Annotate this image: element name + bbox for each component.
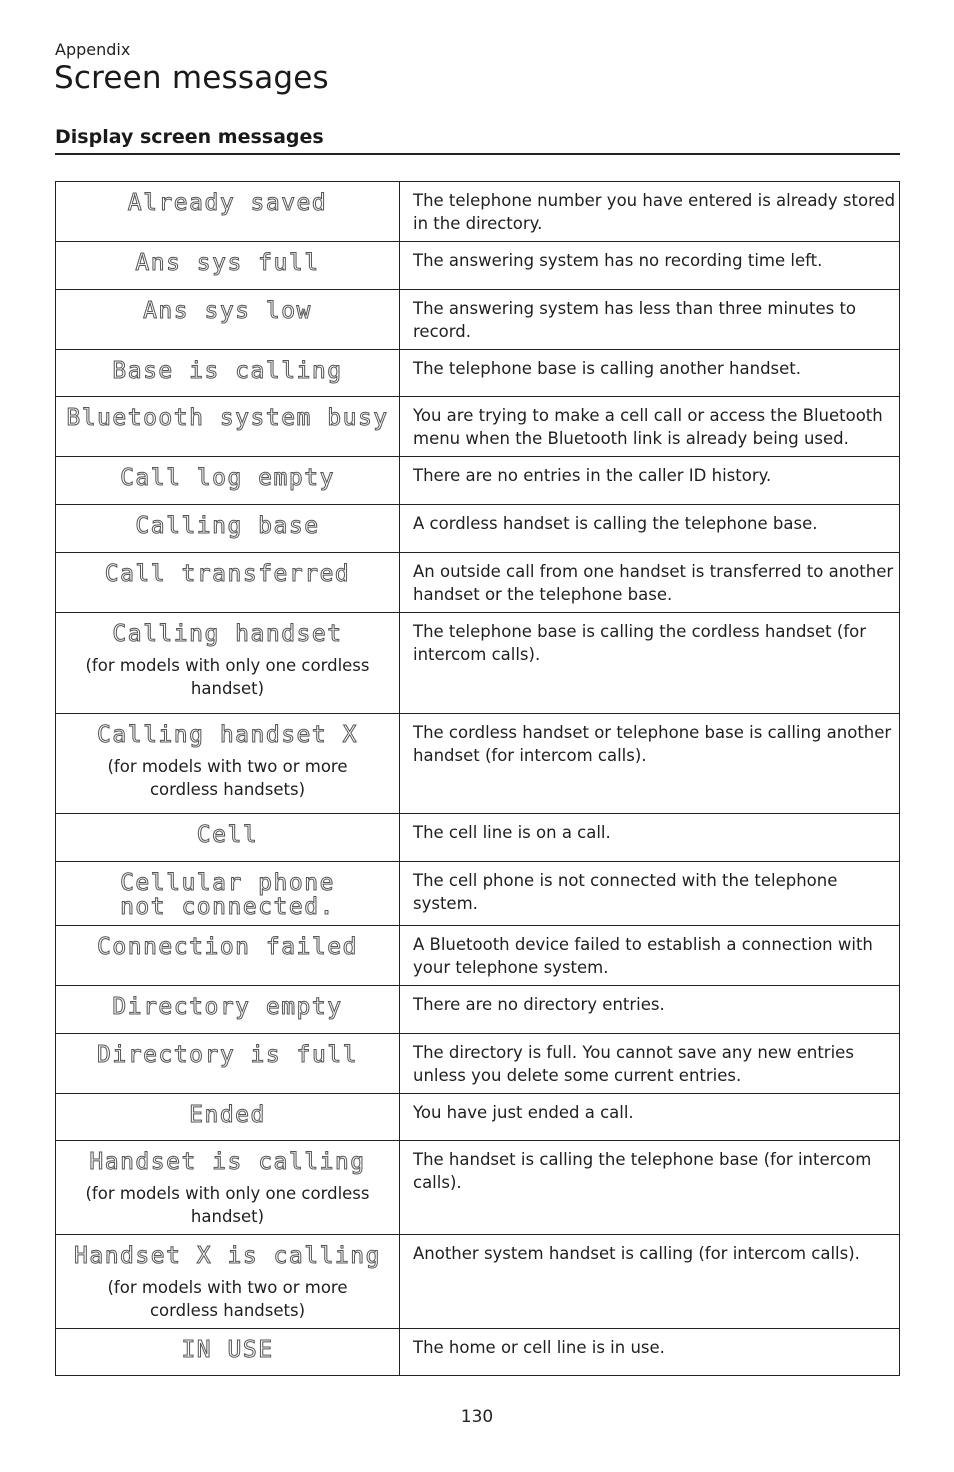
table-row <box>56 457 900 505</box>
message-cell <box>56 182 400 242</box>
table-row <box>56 242 900 290</box>
model-note: (for models with two or more cordless handsets) <box>107 757 348 799</box>
message-cell <box>56 1141 400 1235</box>
lcd-message-text: Ans sys low <box>143 298 312 324</box>
lcd-message-text: Directory empty <box>112 994 343 1020</box>
description-cell: The answering system has no recording time left. <box>400 242 900 290</box>
table-row <box>56 350 900 397</box>
section-label: Appendix <box>55 40 131 59</box>
screen-messages-table-body <box>56 182 900 1376</box>
description-cell: There are no entries in the caller ID history. <box>400 457 900 505</box>
lcd-message-text: Base is calling <box>112 358 343 384</box>
message-cell <box>56 505 400 553</box>
description-cell: You have just ended a call. <box>400 1094 900 1141</box>
message-cell <box>56 242 400 290</box>
message-cell <box>56 1094 400 1141</box>
lcd-message-text: Call log empty <box>120 465 335 491</box>
message-cell <box>56 1034 400 1094</box>
description-cell: An outside call from one handset is transferred to another handset or the telephone base. <box>400 553 900 613</box>
description-cell: The telephone base is calling the cordless handset (for intercom calls). <box>400 613 900 714</box>
lcd-message-text: Ended <box>189 1102 266 1128</box>
message-cell <box>56 1235 400 1329</box>
message-cell <box>56 613 400 714</box>
table-row <box>56 397 900 457</box>
table-row <box>56 1034 900 1094</box>
lcd-message-text: Call transferred <box>104 561 351 587</box>
subheading: Display screen messages <box>55 126 324 148</box>
description-cell: A Bluetooth device failed to establish a connection with your telephone system. <box>400 926 900 986</box>
lcd-message-text: Calling base <box>135 513 320 539</box>
table-row <box>56 505 900 553</box>
description-cell: The cell phone is not connected with the telephone system. <box>400 862 900 926</box>
lcd-message-text: Handset X is calling <box>74 1243 381 1269</box>
description-cell: There are no directory entries. <box>400 986 900 1034</box>
lcd-message-text: Cellular phone not connected. <box>120 870 335 920</box>
table-row <box>56 814 900 862</box>
table-row <box>56 182 900 242</box>
description-cell: You are trying to make a cell call or access the Bluetooth menu when the Bluetooth link is already being used. <box>400 397 900 457</box>
lcd-message-text: Connection failed <box>97 934 358 960</box>
table-row <box>56 1141 900 1235</box>
table-row <box>56 613 900 714</box>
table-row <box>56 1235 900 1329</box>
lcd-message-text: Cell <box>196 822 259 848</box>
description-cell: The telephone number you have entered is already stored in the directory. <box>400 182 900 242</box>
model-note: (for models with two or more cordless handsets) <box>107 1278 348 1320</box>
description-cell: The cordless handset or telephone base is calling another handset (for intercom calls). <box>400 714 900 814</box>
message-cell <box>56 290 400 350</box>
message-cell <box>56 553 400 613</box>
lcd-message-text: Bluetooth system busy <box>66 405 389 431</box>
table-row <box>56 1094 900 1141</box>
lcd-message-text: Already saved <box>127 190 328 216</box>
table-row <box>56 290 900 350</box>
message-cell <box>56 986 400 1034</box>
description-cell: The telephone base is calling another handset. <box>400 350 900 397</box>
message-cell <box>56 862 400 926</box>
lcd-message-text: Directory is full <box>97 1042 358 1068</box>
table-row <box>56 862 900 926</box>
description-cell: The directory is full. You cannot save any new entries unless you delete some current entries. <box>400 1034 900 1094</box>
model-note: (for models with only one cordless handset) <box>85 656 370 698</box>
description-cell: The cell line is on a call. <box>400 814 900 862</box>
table-row <box>56 926 900 986</box>
lcd-message-text: Calling handset <box>112 621 343 647</box>
lcd-message-text: IN USE <box>181 1337 274 1363</box>
screen-messages-table <box>55 181 900 1376</box>
message-cell <box>56 350 400 397</box>
heading-divider <box>55 153 900 155</box>
table-row <box>56 714 900 814</box>
description-cell: Another system handset is calling (for intercom calls). <box>400 1235 900 1329</box>
message-cell <box>56 714 400 814</box>
lcd-message-text: Ans sys full <box>135 250 320 276</box>
description-cell: The answering system has less than three minutes to record. <box>400 290 900 350</box>
message-cell <box>56 814 400 862</box>
lcd-message-text: Calling handset X <box>97 722 358 748</box>
description-cell: A cordless handset is calling the telephone base. <box>400 505 900 553</box>
message-cell <box>56 1329 400 1376</box>
description-cell: The handset is calling the telephone base (for intercom calls). <box>400 1141 900 1235</box>
page-title: Screen messages <box>54 60 329 96</box>
model-note: (for models with only one cordless handset) <box>85 1184 370 1226</box>
message-cell <box>56 397 400 457</box>
table-row <box>56 1329 900 1376</box>
lcd-message-text: Handset is calling <box>89 1149 366 1175</box>
description-cell: The home or cell line is in use. <box>400 1329 900 1376</box>
page-number: 130 <box>460 1407 494 1427</box>
message-cell <box>56 926 400 986</box>
table-row <box>56 986 900 1034</box>
table-row <box>56 553 900 613</box>
message-cell <box>56 457 400 505</box>
